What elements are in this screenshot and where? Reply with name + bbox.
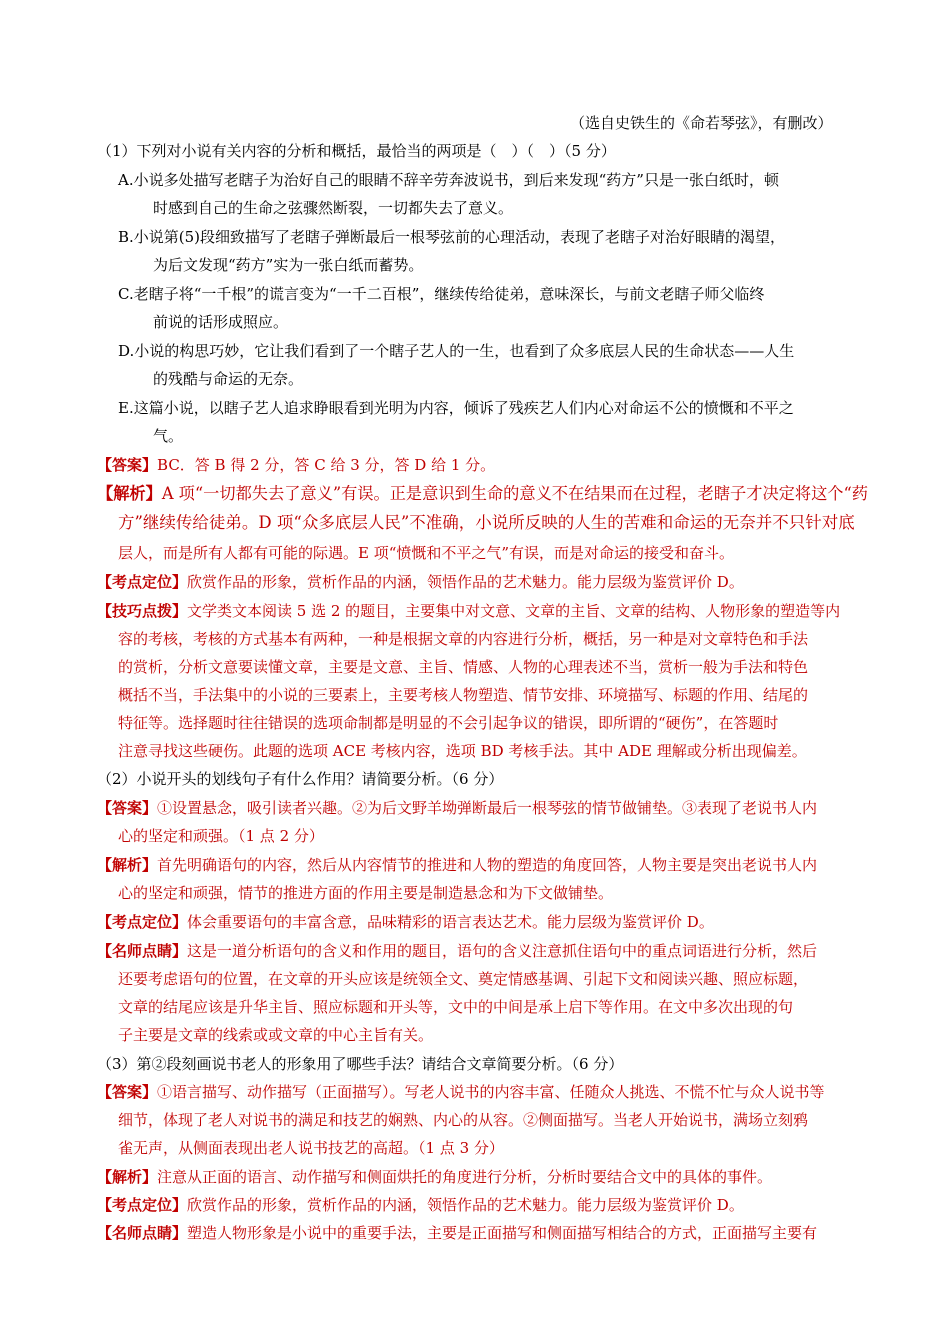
q3-tip-line1: 【名师点睛】塑造人物形象是小说中的重要手法，主要是正面描写和侧面描写相结合的方式，正面描写主要有 (97, 1224, 818, 1242)
q1-tip-line5: 特征等。选择题时往往错误的选项命制都是明显的不会引起争议的错误，即所谓的“硬伤”，在答题时 (118, 714, 779, 732)
q1-point: 【考点定位】欣赏作品的形象，赏析作品的内涵，领悟作品的艺术魅力。能力层级为鉴赏评价 D。 (97, 573, 744, 591)
q2-tip-line1: 【名师点睛】这是一道分析语句的含义和作用的题目，语句的含义注意抓住语句中的重点词语进行分析，然后 (97, 942, 818, 960)
q1-option-a-line2: 时感到自己的生命之弦骤然断裂，一切都失去了意义。 (153, 199, 514, 217)
source-note: （选自史铁生的《命若琴弦》，有删改） (570, 114, 833, 132)
q2-analysis-line1: 【解析】首先明确语句的内容，然后从内容情节的推进和人物的塑造的角度回答，人物主要是突出老说书人内 (97, 856, 818, 874)
q1-analysis-line2: 方”继续传给徒弟。D 项“众多底层人民”不准确，小说所反映的人生的苦难和命运的无奈并不只针对底 (118, 513, 855, 532)
q1-tip-line1: 【技巧点拨】文学类文本阅读 5 选 2 的题目，主要集中对文意、文章的主旨、文章的结构、人物形象的塑造等内 (97, 602, 841, 620)
q1-tip-line6: 注意寻找这些硬伤。此题的选项 ACE 考核内容，选项 BD 考核手法。其中 ADE 理解或分析出现偏差。 (118, 742, 807, 760)
q2-answer-line1: 【答案】①设置悬念，吸引读者兴趣。②为后文野羊坳弹断最后一根琴弦的情节做铺垫。③表现了老说书人内 (97, 799, 818, 817)
q1-option-b-line1: B.小说第(5)段细致描写了老瞎子弹断最后一根琴弦前的心理活动，表现了老瞎子对治好眼睛的渴望， (118, 228, 786, 246)
q1-option-e-line2: 气。 (153, 427, 184, 445)
q1-stem: （1）下列对小说有关内容的分析和概括，最恰当的两项是（ ）（ ）（5 分） (97, 142, 616, 160)
q3-point: 【考点定位】欣赏作品的形象，赏析作品的内涵，领悟作品的艺术魅力。能力层级为鉴赏评价 D。 (97, 1196, 744, 1214)
q1-option-b-line2: 为后文发现“药方”实为一张白纸而蓄势。 (153, 256, 424, 274)
q1-option-d-line2: 的残酷与命运的无奈。 (153, 370, 304, 388)
q2-point: 【考点定位】体会重要语句的丰富含意，品味精彩的语言表达艺术。能力层级为鉴赏评价 D。 (97, 913, 714, 931)
q2-tip-line3: 文章的结尾应该是升华主旨、照应标题和开头等，文中的中间是承上启下等作用。在文中多次出现的句 (118, 998, 794, 1016)
q2-analysis-line2: 心的坚定和顽强，情节的推进方面的作用主要是制造悬念和为下文做铺垫。 (118, 884, 614, 902)
q1-option-a-line1: A.小说多处描写老瞎子为治好自己的眼睛不辞辛劳奔波说书，到后来发现“药方”只是一张白纸时，顿 (118, 171, 779, 189)
q3-answer-line2: 细节，体现了老人对说书的满足和技艺的娴熟、内心的从容。②侧面描写。当老人开始说书，满场立刻鸦 (118, 1111, 809, 1129)
q1-analysis-line1: 【解析】A 项“一切都失去了意义”有误。正是意识到生命的意义不在结果而在过程，老瞎子才决定将这个“药 (97, 484, 868, 503)
q1-analysis-line3: 层人，而是所有人都有可能的际遇。E 项“愤慨和不平之气”有误，而是对命运的接受和奋斗。 (118, 544, 735, 562)
q1-option-d-line1: D.小说的构思巧妙，它让我们看到了一个瞎子艺人的一生，也看到了众多底层人民的生命状态——人生 (118, 342, 795, 360)
q1-option-c-line2: 前说的话形成照应。 (153, 313, 289, 331)
q1-tip-line3: 的赏析，分析文意要读懂文章，主要是文意、主旨、情感、人物的心理表述不当，赏析一般为手法和特色 (118, 658, 809, 676)
q1-tip-line4: 概括不当，手法集中的小说的三要素上，主要考核人物塑造、情节安排、环境描写、标题的作用、结尾的 (118, 686, 809, 704)
q1-answer: 【答案】BC．答 B 得 2 分，答 C 给 3 分，答 D 给 1 分。 (97, 456, 496, 474)
q3-stem: （3）第②段刻画说书老人的形象用了哪些手法？请结合文章简要分析。（6 分） (97, 1055, 624, 1073)
q3-answer-line1: 【答案】①语言描写、动作描写（正面描写）。写老人说书的内容丰富、任随众人挑选、不慌不忙与众人说书等 (97, 1083, 825, 1101)
q1-tip-line2: 容的考核，考核的方式基本有两种，一种是根据文章的内容进行分析，概括，另一种是对文章特色和手法 (118, 630, 809, 648)
q3-analysis: 【解析】注意从正面的语言、动作描写和侧面烘托的角度进行分析，分析时要结合文中的具体的事件。 (97, 1168, 773, 1186)
q2-stem: （2）小说开头的划线句子有什么作用？请简要分析。（6 分） (97, 770, 504, 788)
q1-option-e-line1: E.这篇小说，以瞎子艺人追求睁眼看到光明为内容，倾诉了残疾艺人们内心对命运不公的愤慨和不平之 (118, 399, 794, 417)
q2-tip-line2: 还要考虑语句的位置，在文章的开头应该是统领全文、奠定情感基调、引起下文和阅读兴趣、照应标题， (118, 970, 809, 988)
q2-tip-line4: 子主要是文章的线索或或文章的中心主旨有关。 (118, 1026, 434, 1044)
q3-answer-line3: 雀无声，从侧面表现出老人说书技艺的高超。（1 点 3 分） (118, 1139, 504, 1157)
q2-answer-line2: 心的坚定和顽强。（1 点 2 分） (118, 827, 324, 845)
q1-option-c-line1: C.老瞎子将“一千根”的谎言变为“一千二百根”，继续传给徒弟，意味深长，与前文老瞎子师父临终 (118, 285, 765, 303)
